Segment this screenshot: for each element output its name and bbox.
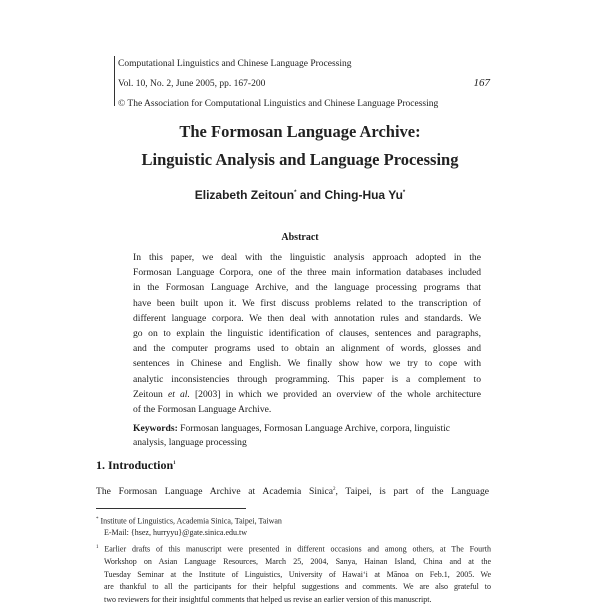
abstract-line: and the computer programs used to obtain an alignment of words, glosses and xyxy=(133,343,481,355)
footnote-line: are thankful to all the participants for their helpful suggestions and comments. We are also grateful to xyxy=(104,582,491,592)
abstract-line: In this paper, we deal with the linguistic analysis approach adopted in the xyxy=(133,252,481,263)
footnote-mark: 1 xyxy=(96,545,99,550)
abstract-line: analytic inconsistencies through programming. This paper is a complement to xyxy=(133,373,481,385)
abstract-body xyxy=(133,250,481,417)
footnote-mark: * xyxy=(96,517,99,522)
section-footnote-mark: 1 xyxy=(173,461,176,466)
abstract-line: sentences in Chinese and English. We finally show how we try to cope with xyxy=(133,358,481,370)
abstract-line-citation xyxy=(133,387,481,402)
footnote-line: Tuesday Seminar at the Institute of Linguistics, University of Hawai‘i at Mānoa on Feb.1, 2005. We xyxy=(104,569,491,579)
author-list xyxy=(0,185,600,203)
journal-copyright: © The Association for Computational Linguistics and Chinese Language Processing xyxy=(118,99,439,109)
footnote-acknowledgement xyxy=(96,542,491,606)
journal-name: Computational Linguistics and Chinese Language Processing xyxy=(118,59,352,69)
keywords-text: Formosan languages, Formosan Language Archive, corpora, linguistic analysis, language processing xyxy=(133,423,451,448)
keywords-label: Keywords: xyxy=(133,423,178,434)
page-number: 167 xyxy=(473,77,490,89)
citation-author: Zeitoun xyxy=(133,388,168,400)
footnote-line-text: Earlier drafts of this manuscript were presented in different occasions and among others, at The Fourth xyxy=(98,544,491,554)
intro-text-start: The Formosan Language Archive at Academia Sinica xyxy=(96,486,333,498)
abstract-line: different language corpora. We then deal with annotation rules and standards. We xyxy=(133,312,481,324)
header-bracket-line xyxy=(114,56,115,106)
abstract-line: have been built upon it. We first discuss problems related to the transcription of xyxy=(133,297,481,309)
section-heading xyxy=(96,458,176,473)
footnote-affiliation-text: Institute of Linguistics, Academia Sinica, Taipei, Taiwan xyxy=(98,516,282,526)
author-affiliation-mark: * xyxy=(402,190,406,196)
intro-paragraph xyxy=(96,483,489,498)
author-conjunction: and xyxy=(296,188,325,202)
paper-title-line-1: The Formosan Language Archive: xyxy=(179,122,421,141)
section-title: 1. Introduction xyxy=(96,458,174,472)
citation-rest: [2003] in which we provided an overview of the whole architecture xyxy=(189,388,481,400)
footnote-line: Workshop on Asian Language Resources, March 25, 2004, Sanya, Hainan Island, China and at the xyxy=(104,557,491,567)
footnote-divider xyxy=(96,508,246,509)
footnote-email: E-Mail: {hsez, hurryyu}@gate.sinica.edu.tw xyxy=(104,528,248,537)
footnote-line xyxy=(96,542,491,556)
keywords xyxy=(133,422,481,450)
author-affiliation-mark: * xyxy=(294,190,297,196)
abstract-heading: Abstract xyxy=(281,232,319,243)
abstract-line: of the Formosan Language Archive. xyxy=(133,403,272,415)
intro-footnote-mark: 2 xyxy=(332,487,336,492)
author-name: Ching-Hua Yu xyxy=(324,188,403,202)
abstract-line: go on to explain the linguistic identification of clauses, sentences and paragraphs, xyxy=(133,327,481,339)
abstract-line: in the Formosan Language Archive, and the language processing programs that xyxy=(133,282,481,294)
paper-title-line-2: Linguistic Analysis and Language Processing xyxy=(141,150,459,169)
journal-volume: Vol. 10, No. 2, June 2005, pp. 167-200 xyxy=(118,79,266,89)
citation-et-al: et al. xyxy=(167,388,190,400)
intro-text-end: , Taipei, is part of the Language xyxy=(335,486,489,498)
footnote-line: two reviewers for their insightful comments that helped us revise an earlier version of this manuscript. xyxy=(104,594,432,604)
author-name: Elizabeth Zeitoun xyxy=(194,188,295,202)
abstract-line: Formosan Language Corpora, one of the three main information databases included xyxy=(133,267,481,279)
